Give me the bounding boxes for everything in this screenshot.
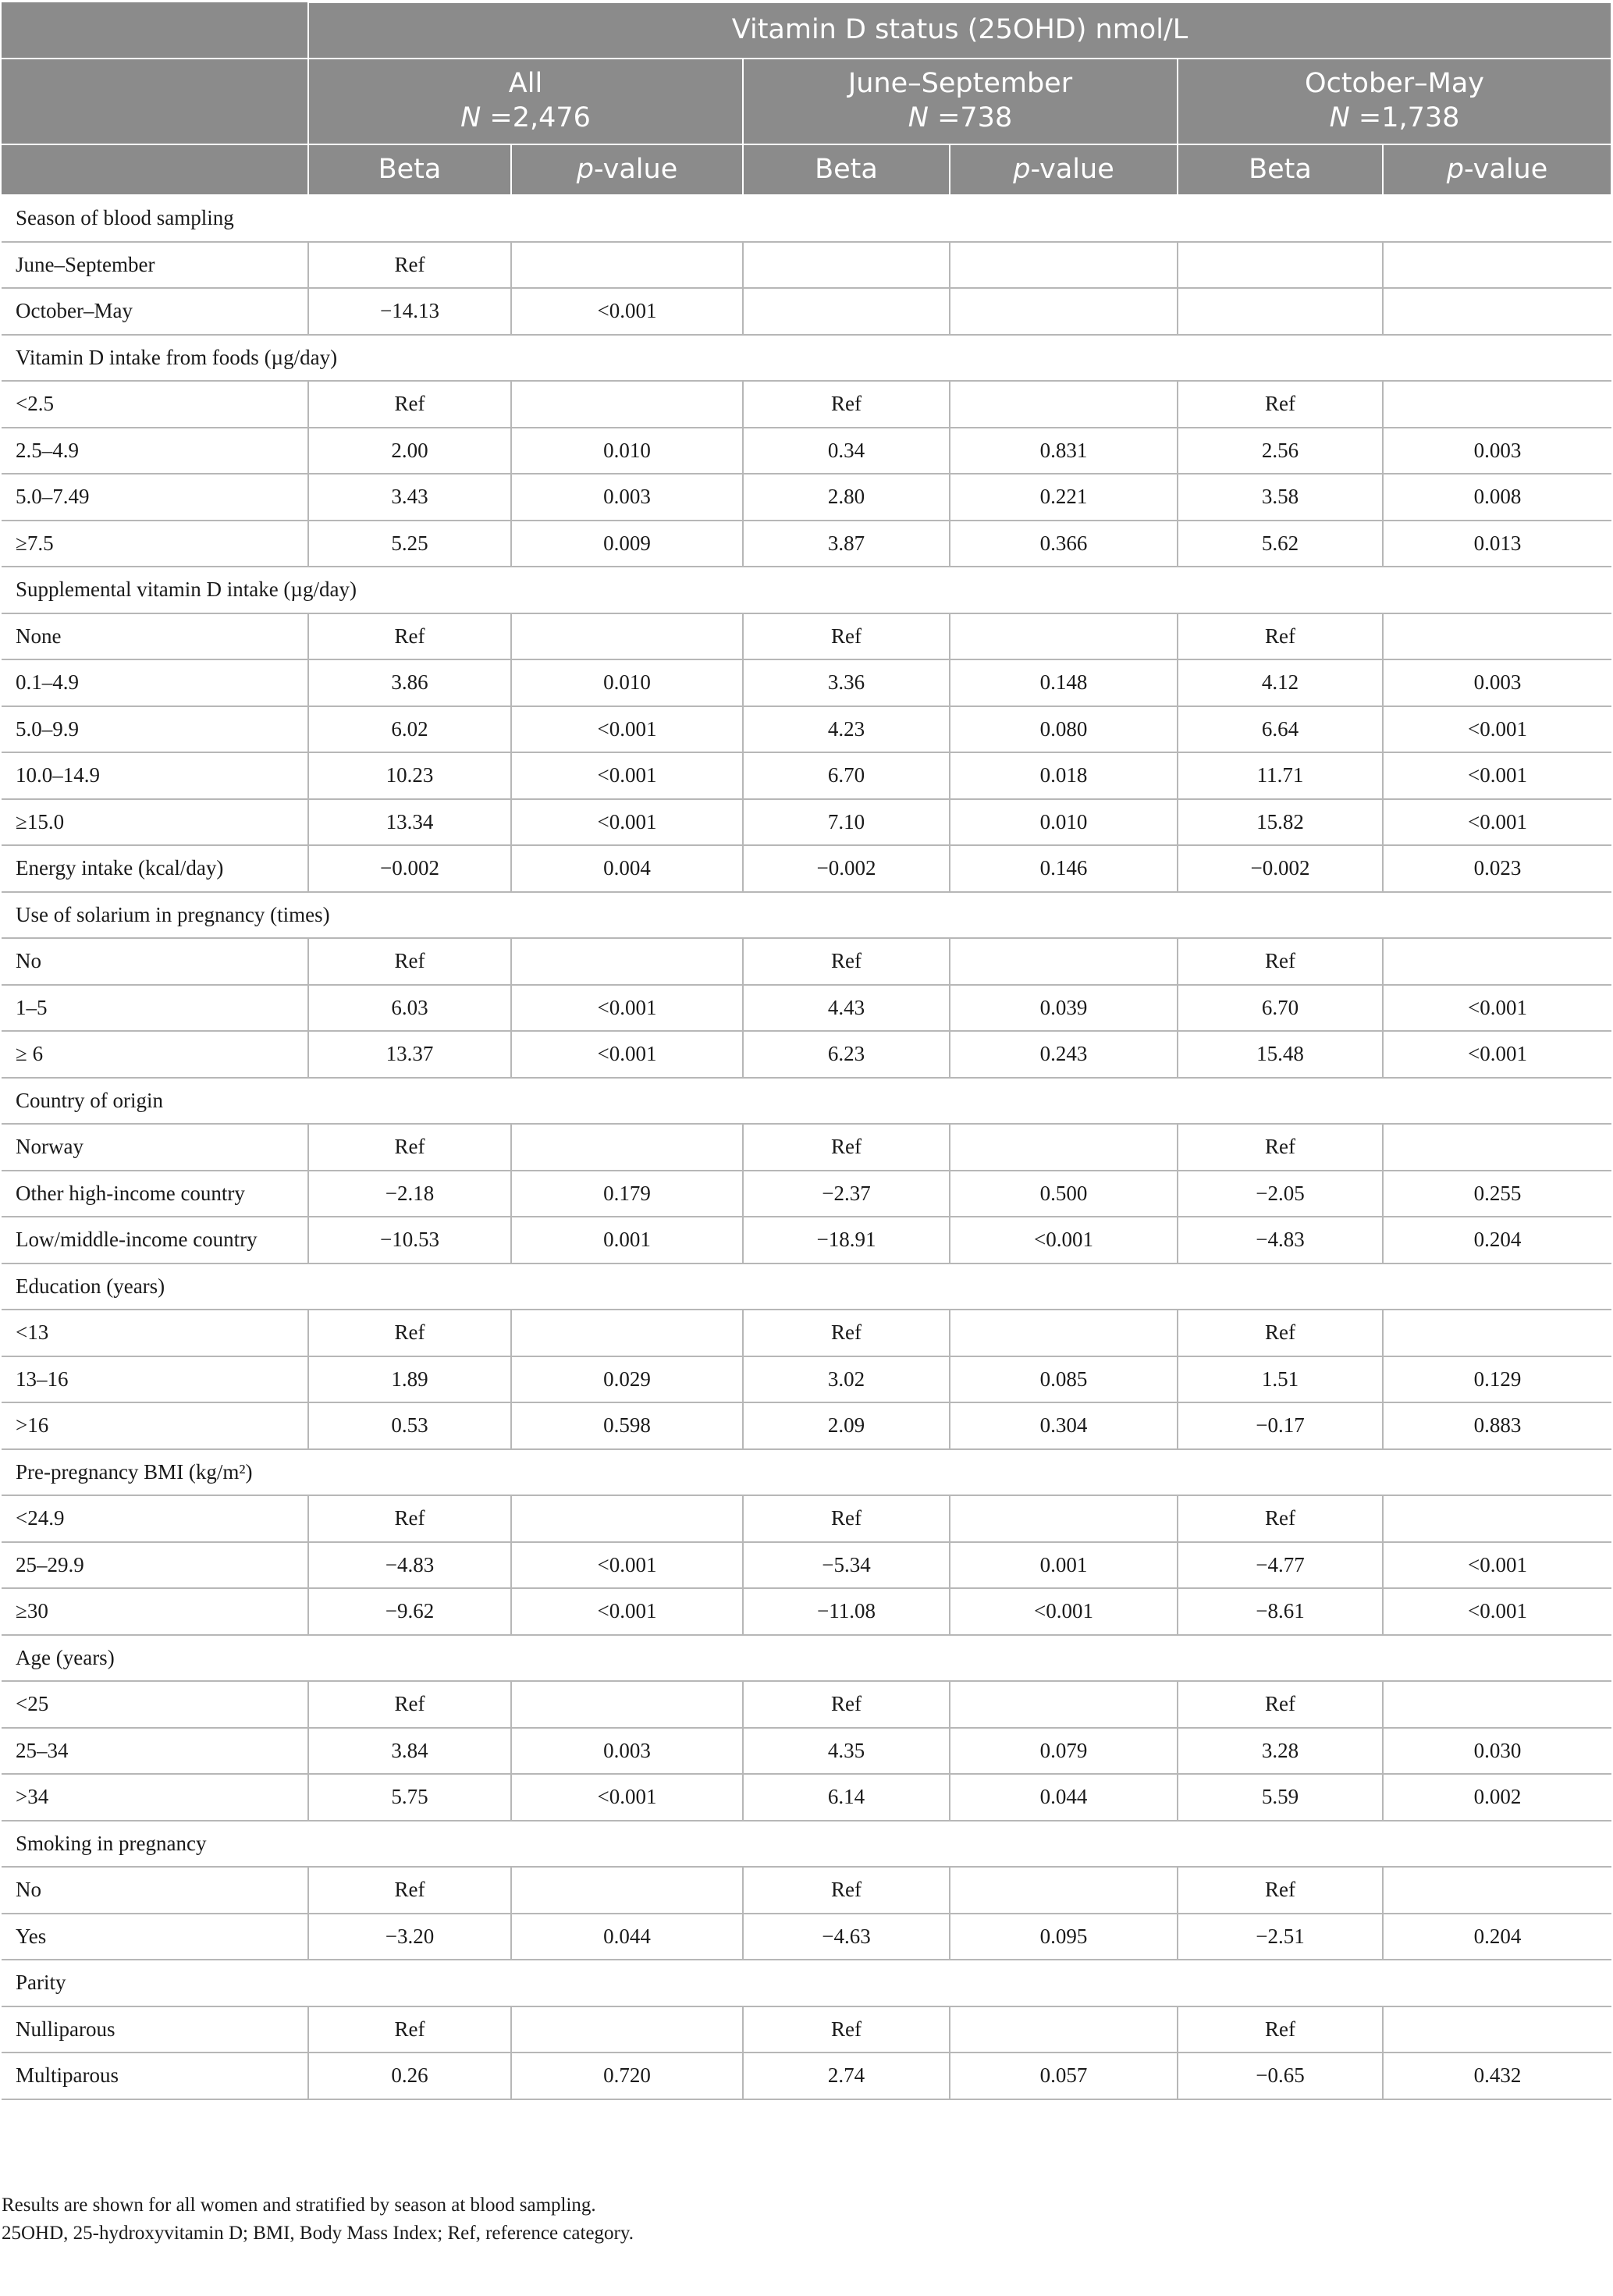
row-label: Energy intake (kcal/day) [2,845,308,892]
p-value-cell: <0.001 [511,1588,743,1635]
p-value-cell: 0.029 [511,1356,743,1403]
beta-cell: Ref [308,613,511,660]
beta-header: Beta [308,144,511,195]
beta-cell: Ref [308,381,511,428]
beta-cell: 3.43 [308,474,511,521]
section-row [2,1960,1611,2006]
row-label: No [2,1867,308,1914]
beta-cell: 6.03 [308,985,511,1032]
row-label: 1–5 [2,985,308,1032]
beta-header: Beta [1178,144,1383,195]
p-value-cell: <0.001 [511,752,743,799]
beta-cell: −2.18 [308,1171,511,1217]
beta-cell: 2.74 [743,2053,950,2099]
p-value-cell: 0.018 [950,752,1178,799]
row-label: Yes [2,1914,308,1960]
p-value-cell: 0.009 [511,521,743,567]
p-value-cell: <0.001 [1383,1031,1611,1078]
row-label: >16 [2,1402,308,1449]
beta-cell: −11.08 [743,1588,950,1635]
table-row [2,2053,1611,2099]
beta-cell: −4.77 [1178,1542,1383,1589]
p-value-cell: 0.010 [511,428,743,474]
beta-cell: −5.34 [743,1542,950,1589]
row-label: Low/middle-income country [2,1217,308,1264]
p-value-cell [511,613,743,660]
table-row [2,1681,1611,1728]
beta-cell: 15.48 [1178,1031,1383,1078]
beta-cell: 0.53 [308,1402,511,1449]
table-row [2,799,1611,846]
section-row [2,892,1611,939]
p-value-cell: 0.004 [511,845,743,892]
table-header [2,2,1611,195]
table-row [2,706,1611,753]
p-value-cell [1383,1681,1611,1728]
row-label: No [2,938,308,985]
beta-cell [1178,242,1383,289]
beta-cell: Ref [743,1867,950,1914]
p-value-cell [511,1495,743,1542]
p-value-cell: 0.079 [950,1728,1178,1775]
beta-cell: −18.91 [743,1217,950,1264]
footnote: 25OHD, 25-hydroxyvitamin D; BMI, Body Mass Index; Ref, reference category. [2,2223,634,2244]
beta-cell: −0.65 [1178,2053,1383,2099]
table-row [2,1867,1611,1914]
p-value-cell [950,2006,1178,2053]
p-value-cell: 0.883 [1383,1402,1611,1449]
beta-cell: −3.20 [308,1914,511,1960]
beta-cell: 4.23 [743,706,950,753]
p-value-cell [1383,2006,1611,2053]
row-label: 13–16 [2,1356,308,1403]
beta-cell: −0.002 [308,845,511,892]
beta-cell: 2.09 [743,1402,950,1449]
beta-cell [743,288,950,335]
p-value-cell: 0.008 [1383,474,1611,521]
p-value-cell: 0.010 [950,799,1178,846]
p-value-cell: 0.001 [950,1542,1178,1589]
beta-cell: 4.35 [743,1728,950,1775]
table-row [2,428,1611,474]
beta-cell: −2.37 [743,1171,950,1217]
section-label: Country of origin [2,1078,1611,1125]
section-label: Age (years) [2,1635,1611,1682]
beta-cell: Ref [308,242,511,289]
section-row [2,195,1611,242]
table-row [2,1728,1611,1775]
p-value-cell [1383,1124,1611,1171]
p-value-cell: <0.001 [1383,985,1611,1032]
header-blank-cell [2,144,308,195]
table-row [2,381,1611,428]
beta-cell: Ref [308,938,511,985]
table-row [2,2006,1611,2053]
p-value-cell: <0.001 [1383,706,1611,753]
status-title: Vitamin D status (25OHD) nmol/L [308,2,1611,59]
p-value-cell: 0.044 [511,1914,743,1960]
p-value-cell: 0.148 [950,659,1178,706]
p-value-cell: 0.179 [511,1171,743,1217]
p-value-cell [511,938,743,985]
p-value-cell: 0.023 [1383,845,1611,892]
section-label: Smoking in pregnancy [2,1821,1611,1868]
beta-cell: 5.59 [1178,1774,1383,1821]
row-label: <25 [2,1681,308,1728]
beta-cell: 3.86 [308,659,511,706]
table-body [2,195,1611,2099]
group-name: All [508,68,543,100]
beta-cell: 2.00 [308,428,511,474]
p-value-header: p-value [511,144,743,195]
p-value-cell: 0.003 [1383,428,1611,474]
beta-cell: −4.63 [743,1914,950,1960]
beta-cell: Ref [1178,1867,1383,1914]
beta-cell: −8.61 [1178,1588,1383,1635]
beta-cell: 10.23 [308,752,511,799]
beta-cell: Ref [743,1495,950,1542]
beta-cell: −10.53 [308,1217,511,1264]
beta-header: Beta [743,144,950,195]
p-value-cell: <0.001 [511,1542,743,1589]
beta-cell: −4.83 [308,1542,511,1589]
p-value-cell: 0.146 [950,845,1178,892]
p-value-cell [950,1495,1178,1542]
beta-cell: 6.02 [308,706,511,753]
group-n: N =1,738 [1329,102,1460,133]
table-row [2,474,1611,521]
beta-cell: 2.80 [743,474,950,521]
table-row [2,752,1611,799]
section-label: Education (years) [2,1264,1611,1310]
beta-cell: Ref [743,381,950,428]
p-value-cell: 0.003 [511,474,743,521]
p-value-cell [950,1310,1178,1356]
table-row [2,613,1611,660]
p-value-cell [950,1681,1178,1728]
p-value-cell: <0.001 [511,288,743,335]
p-value-cell [511,1867,743,1914]
beta-cell: Ref [743,1310,950,1356]
beta-cell: −9.62 [308,1588,511,1635]
section-row [2,1078,1611,1125]
p-value-cell: <0.001 [1383,1588,1611,1635]
table-row [2,985,1611,1032]
row-label: None [2,613,308,660]
beta-cell: 13.37 [308,1031,511,1078]
beta-cell: 1.51 [1178,1356,1383,1403]
p-value-cell: 0.432 [1383,2053,1611,2099]
row-label: 2.5–4.9 [2,428,308,474]
section-label: Use of solarium in pregnancy (times) [2,892,1611,939]
p-value-cell: <0.001 [511,985,743,1032]
beta-cell: −0.002 [1178,845,1383,892]
section-row [2,567,1611,613]
row-label: June–September [2,242,308,289]
p-value-cell: <0.001 [511,799,743,846]
beta-cell: 2.56 [1178,428,1383,474]
row-label: 10.0–14.9 [2,752,308,799]
table-row [2,1171,1611,1217]
beta-cell: Ref [743,1124,950,1171]
beta-cell: Ref [1178,381,1383,428]
p-value-cell: 0.085 [950,1356,1178,1403]
table-row [2,521,1611,567]
section-label: Parity [2,1960,1611,2006]
p-value-cell: 0.304 [950,1402,1178,1449]
beta-cell: Ref [1178,613,1383,660]
beta-cell: 3.28 [1178,1728,1383,1775]
beta-cell: Ref [743,613,950,660]
p-value-cell: <0.001 [950,1588,1178,1635]
p-value-cell: 0.030 [1383,1728,1611,1775]
table-row [2,288,1611,335]
p-value-cell [1383,938,1611,985]
section-label: Season of blood sampling [2,195,1611,242]
row-label: ≥15.0 [2,799,308,846]
table-row [2,1356,1611,1403]
beta-cell: Ref [308,1867,511,1914]
row-label: <13 [2,1310,308,1356]
p-value-cell: 0.003 [1383,659,1611,706]
beta-cell: 7.10 [743,799,950,846]
header-blank-cell [2,59,308,144]
footnotes [2,2191,1609,2248]
beta-cell: Ref [308,1495,511,1542]
group-header-october-may [1178,59,1611,144]
row-label: 5.0–7.49 [2,474,308,521]
p-value-header: p-value [1383,144,1611,195]
row-label: October–May [2,288,308,335]
table-row [2,1124,1611,1171]
beta-cell: Ref [743,1681,950,1728]
beta-cell: 3.87 [743,521,950,567]
beta-cell: 0.26 [308,2053,511,2099]
p-value-cell [950,938,1178,985]
p-value-cell [950,242,1178,289]
p-value-cell [1383,242,1611,289]
p-value-cell: 0.598 [511,1402,743,1449]
beta-cell: Ref [308,1310,511,1356]
p-value-cell: 0.013 [1383,521,1611,567]
p-value-cell [511,242,743,289]
beta-cell: 1.89 [308,1356,511,1403]
beta-cell: Ref [1178,938,1383,985]
p-value-cell [950,1867,1178,1914]
p-value-cell: 0.002 [1383,1774,1611,1821]
p-value-cell [1383,1495,1611,1542]
p-value-cell [950,381,1178,428]
p-value-cell [1383,1867,1611,1914]
beta-cell: Ref [743,2006,950,2053]
row-label: ≥ 6 [2,1031,308,1078]
p-value-cell: 0.095 [950,1914,1178,1960]
p-value-cell: 0.366 [950,521,1178,567]
beta-cell: Ref [1178,1310,1383,1356]
beta-cell: −0.002 [743,845,950,892]
section-label: Supplemental vitamin D intake (µg/day) [2,567,1611,613]
section-row [2,1635,1611,1682]
table-row [2,845,1611,892]
row-label: >34 [2,1774,308,1821]
section-row [2,1821,1611,1868]
section-row [2,1449,1611,1496]
p-value-cell: 0.720 [511,2053,743,2099]
p-value-cell [511,381,743,428]
table-row [2,1914,1611,1960]
row-label: Other high-income country [2,1171,308,1217]
p-value-cell [511,1310,743,1356]
p-value-cell [511,1681,743,1728]
beta-cell: 15.82 [1178,799,1383,846]
beta-cell: Ref [308,1681,511,1728]
p-value-cell [950,613,1178,660]
beta-cell: 6.70 [743,752,950,799]
table-row [2,1774,1611,1821]
p-value-cell: 0.080 [950,706,1178,753]
beta-cell: 11.71 [1178,752,1383,799]
beta-cell: −14.13 [308,288,511,335]
beta-cell: −4.83 [1178,1217,1383,1264]
beta-cell: 4.43 [743,985,950,1032]
beta-cell: 3.58 [1178,474,1383,521]
beta-cell: 6.14 [743,1774,950,1821]
row-label: ≥30 [2,1588,308,1635]
p-value-cell [511,2006,743,2053]
beta-cell: 4.12 [1178,659,1383,706]
p-value-cell [511,1124,743,1171]
beta-cell: 5.75 [308,1774,511,1821]
p-value-cell: <0.001 [511,1774,743,1821]
p-value-cell: 0.039 [950,985,1178,1032]
beta-cell: Ref [743,938,950,985]
beta-cell: 5.25 [308,521,511,567]
row-label: 25–29.9 [2,1542,308,1589]
p-value-cell: 0.003 [511,1728,743,1775]
row-label: Nulliparous [2,2006,308,2053]
beta-cell: −2.51 [1178,1914,1383,1960]
p-value-cell [1383,613,1611,660]
beta-cell [743,242,950,289]
row-label: Norway [2,1124,308,1171]
beta-cell: 6.70 [1178,985,1383,1032]
beta-cell: 6.64 [1178,706,1383,753]
p-value-cell: <0.001 [511,1031,743,1078]
group-name: October–May [1305,68,1484,100]
table-row [2,1031,1611,1078]
table-row [2,1402,1611,1449]
beta-cell: Ref [1178,1681,1383,1728]
table-row [2,659,1611,706]
p-value-cell: <0.001 [1383,752,1611,799]
section-row [2,335,1611,382]
p-value-cell: 0.204 [1383,1914,1611,1960]
row-label: ≥7.5 [2,521,308,567]
p-value-cell: 0.044 [950,1774,1178,1821]
table-row [2,1542,1611,1589]
p-value-cell: 0.057 [950,2053,1178,2099]
beta-cell: Ref [1178,1124,1383,1171]
p-value-cell: 0.001 [511,1217,743,1264]
p-value-header: p-value [950,144,1178,195]
group-n: N =2,476 [460,102,591,133]
p-value-cell: 0.129 [1383,1356,1611,1403]
p-value-cell: <0.001 [950,1217,1178,1264]
row-label: 0.1–4.9 [2,659,308,706]
beta-cell: 3.02 [743,1356,950,1403]
row-label: 25–34 [2,1728,308,1775]
beta-cell: Ref [1178,2006,1383,2053]
results-table [2,2,1612,2100]
beta-cell: Ref [1178,1495,1383,1542]
table-row [2,1310,1611,1356]
table-row [2,938,1611,985]
p-value-cell: 0.255 [1383,1171,1611,1217]
beta-cell: 13.34 [308,799,511,846]
row-label: <2.5 [2,381,308,428]
p-value-cell [1383,288,1611,335]
p-value-cell [950,1124,1178,1171]
p-value-cell: 0.221 [950,474,1178,521]
row-label: 5.0–9.9 [2,706,308,753]
p-value-cell: 0.500 [950,1171,1178,1217]
p-value-cell: 0.010 [511,659,743,706]
group-header-june-september [743,59,1178,144]
beta-cell: −0.17 [1178,1402,1383,1449]
beta-cell: 3.84 [308,1728,511,1775]
row-label: Multiparous [2,2053,308,2099]
p-value-cell: <0.001 [1383,1542,1611,1589]
beta-cell: 0.34 [743,428,950,474]
p-value-cell: <0.001 [1383,799,1611,846]
section-label: Pre-pregnancy BMI (kg/m²) [2,1449,1611,1496]
beta-cell: Ref [308,2006,511,2053]
beta-cell [1178,288,1383,335]
table-row [2,242,1611,289]
section-label: Vitamin D intake from foods (µg/day) [2,335,1611,382]
footnote: Results are shown for all women and stratified by season at blood sampling. [2,2195,596,2216]
table-row [2,1495,1611,1542]
beta-cell: 5.62 [1178,521,1383,567]
group-name: June–September [847,68,1073,100]
p-value-cell: <0.001 [511,706,743,753]
table-row [2,1217,1611,1264]
p-value-cell: 0.204 [1383,1217,1611,1264]
p-value-cell [950,288,1178,335]
p-value-cell [1383,381,1611,428]
group-header-all [308,59,743,144]
beta-cell: 3.36 [743,659,950,706]
section-row [2,1264,1611,1310]
group-n: N =738 [908,102,1013,133]
beta-cell: Ref [308,1124,511,1171]
p-value-cell [1383,1310,1611,1356]
table-row [2,1588,1611,1635]
p-value-cell: 0.243 [950,1031,1178,1078]
beta-cell: 6.23 [743,1031,950,1078]
row-label: <24.9 [2,1495,308,1542]
p-value-cell: 0.831 [950,428,1178,474]
beta-cell: −2.05 [1178,1171,1383,1217]
header-blank-cell [2,2,308,59]
